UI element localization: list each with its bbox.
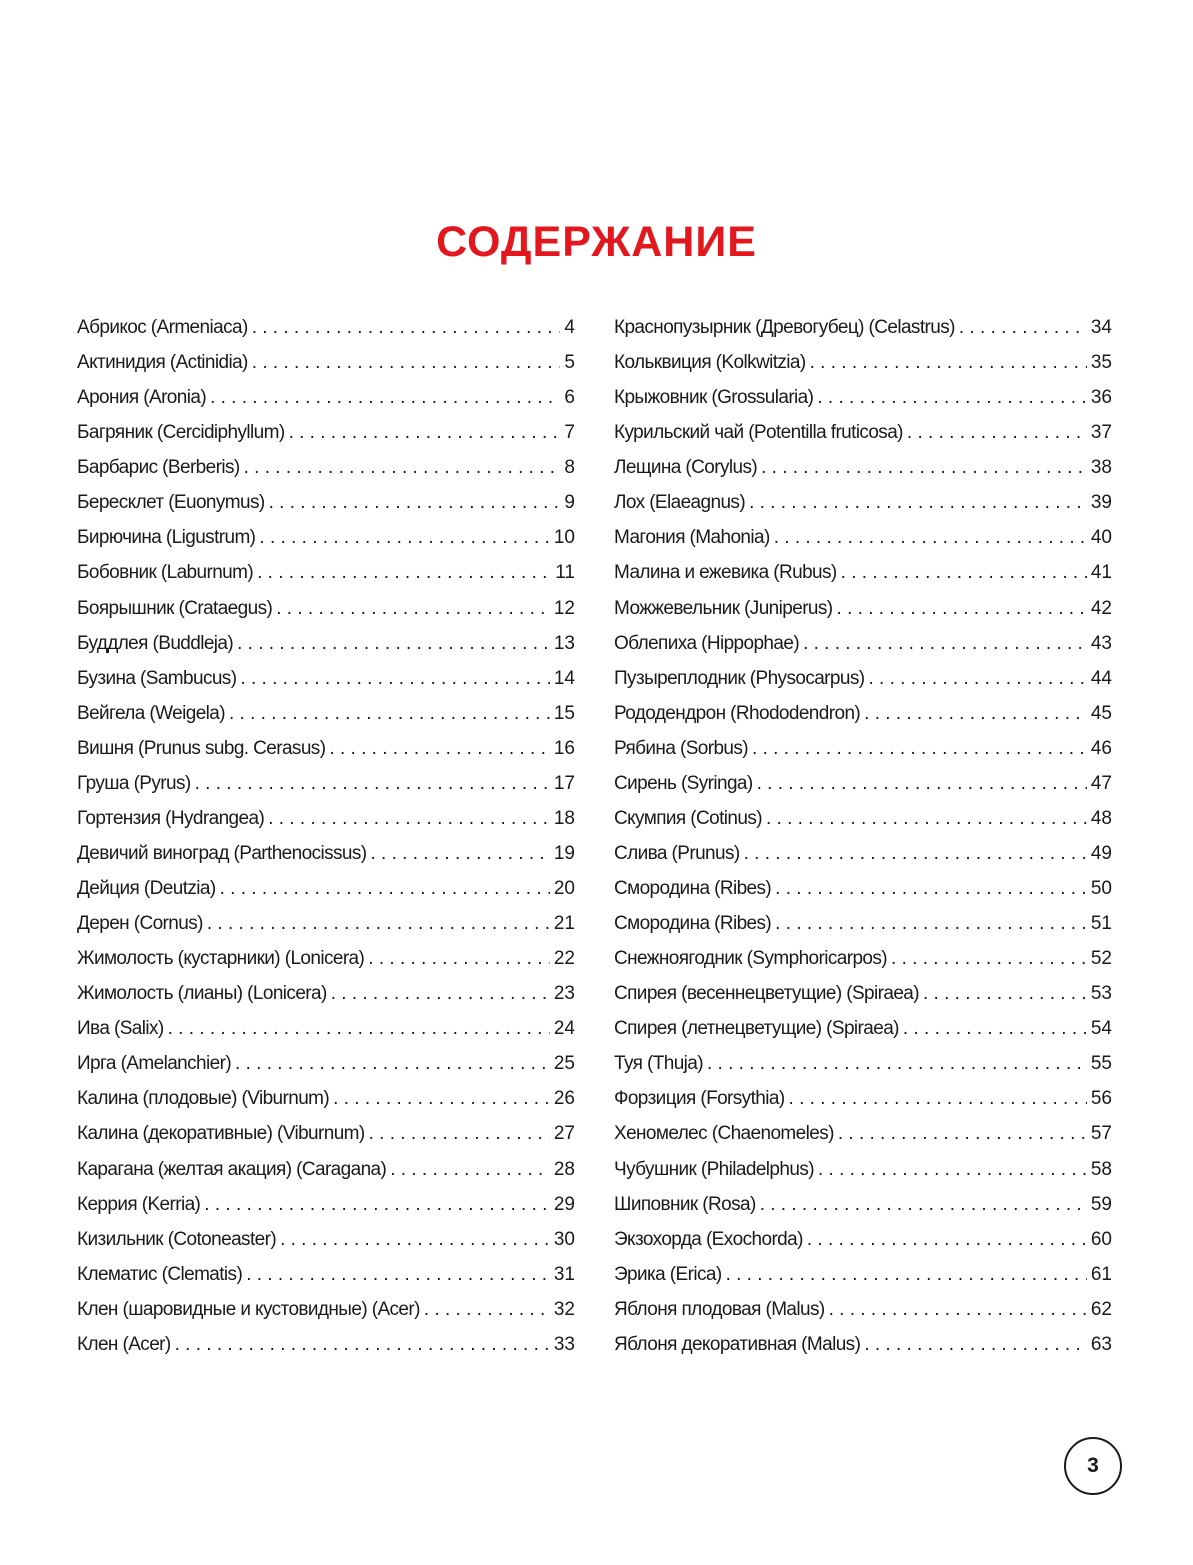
dot-leader <box>807 1229 1087 1251</box>
dot-leader <box>210 387 560 409</box>
dot-leader <box>331 983 550 1005</box>
toc-entry-page: 53 <box>1090 983 1112 1005</box>
toc-entry[interactable] <box>614 1299 1112 1334</box>
toc-entry-page: 12 <box>553 597 575 619</box>
toc-entry-title: Магония (Mahonia) <box>614 527 770 549</box>
toc-entry[interactable] <box>77 668 575 703</box>
toc-entry-title: Смородина (Ribes) <box>614 913 772 935</box>
toc-entry-title: Дерен (Cornus) <box>77 913 203 935</box>
toc-entry-page: 48 <box>1090 807 1112 829</box>
toc-entry[interactable] <box>77 1194 575 1229</box>
toc-entry-title: Карагана (желтая акация) (Caragana) <box>77 1158 387 1180</box>
toc-entry-title: Абрикос (Armeniaca) <box>77 317 248 338</box>
toc-entry[interactable] <box>614 983 1112 1018</box>
toc-entry-title: Лещина (Corylus) <box>614 457 758 479</box>
toc-entry[interactable] <box>77 562 575 597</box>
toc-entry-title: Вишня (Prunus subg. Cerasus) <box>77 737 326 759</box>
toc-entry-title: Краснопузырник (Древогубец) (Celastrus) <box>614 317 955 338</box>
toc-entry-title: Клематис (Clematis) <box>77 1263 243 1285</box>
toc-entry[interactable] <box>614 1018 1112 1053</box>
dot-leader <box>760 1194 1087 1216</box>
toc-entry-page: 5 <box>564 352 575 374</box>
toc-entry-title: Арония (Aronia) <box>77 387 207 409</box>
toc-entry-title: Гортензия (Hydrangea) <box>77 807 265 829</box>
dot-leader <box>864 703 1087 725</box>
dot-leader <box>368 948 550 970</box>
toc-entry[interactable] <box>77 527 575 562</box>
toc-entry-title: Жимолость (лианы) (Lonicera) <box>77 983 327 1005</box>
toc-entry-page: 40 <box>1090 527 1112 549</box>
toc-entry[interactable] <box>614 633 1112 668</box>
toc-entry-page: 11 <box>555 562 575 584</box>
toc-entry[interactable] <box>77 843 575 878</box>
toc-entry[interactable] <box>77 633 575 668</box>
toc-entry-title: Девичий виноград (Parthenocissus) <box>77 842 367 864</box>
toc-entry-title: Пузыреплодник (Physocarpus) <box>614 667 865 689</box>
toc-entry-title: Лох (Elaeagnus) <box>614 492 746 514</box>
toc-entry[interactable] <box>614 527 1112 562</box>
toc-entry[interactable] <box>614 948 1112 983</box>
toc-entry-title: Спирея (летнецветущие) (Spiraea) <box>614 1018 899 1040</box>
dot-leader <box>775 913 1087 935</box>
toc-entry-page: 54 <box>1090 1018 1112 1040</box>
toc-entry-page: 61 <box>1090 1263 1112 1285</box>
toc-entry-page: 23 <box>553 983 575 1005</box>
dot-leader <box>838 1123 1087 1145</box>
dot-leader <box>371 843 550 865</box>
toc-entry[interactable] <box>614 773 1112 808</box>
dot-leader <box>268 808 550 830</box>
toc-entry-page: 35 <box>1090 352 1112 374</box>
dot-leader <box>329 738 549 760</box>
toc-entry[interactable] <box>77 878 575 913</box>
toc-entry-page: 9 <box>564 492 575 514</box>
toc-entry[interactable] <box>77 387 575 422</box>
dot-leader <box>390 1159 550 1181</box>
toc-entry-title: Бобовник (Laburnum) <box>77 562 254 584</box>
dot-leader <box>235 1053 550 1075</box>
toc-entry-title: Туя (Thuja) <box>614 1053 703 1075</box>
dot-leader <box>257 562 551 584</box>
toc-entry-title: Багряник (Cercidiphyllum) <box>77 422 285 444</box>
toc-entry[interactable] <box>614 317 1112 352</box>
toc-entry-page: 59 <box>1090 1193 1112 1215</box>
dot-leader <box>175 1334 550 1356</box>
toc-entry-title: Хеномелес (Chaenomeles) <box>614 1123 834 1145</box>
toc-entry-title: Чубушник (Philadelphus) <box>614 1158 814 1180</box>
toc-entry-title: Яблоня плодовая (Malus) <box>614 1298 825 1320</box>
toc-right-column <box>614 317 1112 1369</box>
toc-entry[interactable] <box>614 492 1112 527</box>
toc-entry-page: 62 <box>1090 1298 1112 1320</box>
toc-entry-page: 4 <box>564 317 575 338</box>
toc-entry[interactable] <box>77 1334 575 1369</box>
toc-entry-page: 30 <box>553 1228 575 1250</box>
toc-entry[interactable] <box>77 948 575 983</box>
toc-entry-title: Малина и ежевика (Rubus) <box>614 562 837 584</box>
dot-leader <box>803 633 1087 655</box>
toc-entry-title: Крыжовник (Grossularia) <box>614 387 814 409</box>
toc-entry-title: Актинидия (Actinidia) <box>77 352 248 374</box>
page-number: 3 <box>1087 1454 1099 1477</box>
toc-entry-title: Слива (Prunus) <box>614 842 740 864</box>
toc-entry[interactable] <box>614 1264 1112 1299</box>
toc-entry-title: Калина (декоративные) (Viburnum) <box>77 1123 365 1145</box>
dot-leader <box>259 527 549 549</box>
toc-entry[interactable] <box>614 457 1112 492</box>
dot-leader <box>280 1229 550 1251</box>
toc-entry-page: 31 <box>553 1263 575 1285</box>
toc-entry[interactable] <box>77 1053 575 1088</box>
toc-entry-page: 24 <box>553 1018 575 1040</box>
toc-entry-title: Облепиха (Hippophae) <box>614 632 800 654</box>
toc-entry[interactable] <box>77 1264 575 1299</box>
toc-entry[interactable] <box>77 1299 575 1334</box>
dot-leader <box>864 1334 1087 1356</box>
dot-leader <box>204 1194 550 1216</box>
toc-entry-title: Дейция (Deutzia) <box>77 878 216 899</box>
toc-entry[interactable] <box>614 1159 1112 1194</box>
toc-entry[interactable] <box>77 913 575 948</box>
toc-entry-page: 37 <box>1090 422 1112 444</box>
toc-entry-page: 13 <box>553 632 575 654</box>
toc-entry-title: Барбарис (Berberis) <box>77 457 240 479</box>
dot-leader <box>269 492 561 514</box>
toc-entry-title: Можжевельник (Juniperus) <box>614 597 833 619</box>
page-number-badge <box>1064 1437 1122 1495</box>
toc-entry[interactable] <box>614 562 1112 597</box>
dot-leader <box>229 703 550 725</box>
toc-entry[interactable] <box>614 352 1112 387</box>
toc-entry-page: 41 <box>1090 562 1112 584</box>
toc-entry-title: Яблоня декоративная (Malus) <box>614 1333 861 1355</box>
toc-entry-page: 29 <box>553 1193 575 1215</box>
toc-entry[interactable] <box>77 422 575 457</box>
toc-entry-title: Экзохорда (Exochorda) <box>614 1228 803 1250</box>
dot-leader <box>789 1088 1087 1110</box>
toc-entry-page: 56 <box>1090 1088 1112 1110</box>
toc-entry-page: 45 <box>1090 702 1112 724</box>
toc-entry-page: 32 <box>553 1298 575 1320</box>
toc-entry-title: Снежноягодник (Symphoricarpos) <box>614 948 888 970</box>
toc-entry-page: 10 <box>553 527 575 549</box>
dot-leader <box>749 492 1087 514</box>
toc-entry-page: 55 <box>1090 1053 1112 1075</box>
dot-leader <box>220 878 550 900</box>
dot-leader <box>168 1018 550 1040</box>
toc-entry-page: 34 <box>1090 317 1112 338</box>
dot-leader <box>244 457 561 479</box>
toc-entry[interactable] <box>77 773 575 808</box>
page-title: СОДЕРЖАНИЕ <box>436 218 757 266</box>
dot-leader <box>903 1018 1087 1040</box>
toc-entry[interactable] <box>614 598 1112 633</box>
toc-entry-page: 28 <box>553 1158 575 1180</box>
dot-leader <box>252 317 561 339</box>
toc-entry-page: 18 <box>553 807 575 829</box>
toc-entry-page: 7 <box>564 422 575 444</box>
dot-leader <box>774 527 1087 549</box>
toc-entry-title: Спирея (весеннецветущие) (Spiraea) <box>614 983 919 1005</box>
dot-leader <box>195 773 550 795</box>
toc-entry-page: 15 <box>553 702 575 724</box>
toc-entry-title: Смородина (Ribes) <box>614 878 772 899</box>
dot-leader <box>252 352 561 374</box>
toc-entry-page: 60 <box>1090 1228 1112 1250</box>
toc-entry[interactable] <box>614 1194 1112 1229</box>
dot-leader <box>817 387 1087 409</box>
toc-entry-page: 39 <box>1090 492 1112 514</box>
toc-entry-title: Клен (Acer) <box>77 1333 171 1355</box>
dot-leader <box>766 808 1087 830</box>
dot-leader <box>841 562 1087 584</box>
dot-leader <box>726 1264 1087 1286</box>
toc-entry-title: Рододендрон (Rhododendron) <box>614 702 861 724</box>
toc-entry-page: 8 <box>564 457 575 479</box>
toc-entry-title: Бересклет (Euonymus) <box>77 492 265 514</box>
toc-left-column <box>77 317 575 1369</box>
toc-entry-title: Кизильник (Cotoneaster) <box>77 1228 277 1250</box>
toc-entry-page: 36 <box>1090 387 1112 409</box>
dot-leader <box>237 633 550 655</box>
toc-entry-title: Ива (Salix) <box>77 1018 164 1040</box>
dot-leader <box>369 1123 550 1145</box>
dot-leader <box>907 422 1087 444</box>
toc-entry-title: Форзиция (Forsythia) <box>614 1088 785 1110</box>
dot-leader <box>868 668 1086 690</box>
toc-entry[interactable] <box>614 387 1112 422</box>
toc-entry-page: 57 <box>1090 1123 1112 1145</box>
toc-entry-page: 19 <box>553 842 575 864</box>
dot-leader <box>829 1299 1087 1321</box>
toc-entry[interactable] <box>614 1088 1112 1123</box>
toc-entry-title: Клен (шаровидные и кустовидные) (Acer) <box>77 1298 420 1320</box>
toc-entry[interactable] <box>77 598 575 633</box>
toc-entry[interactable] <box>77 1123 575 1158</box>
toc-entry-title: Жимолость (кустарники) (Lonicera) <box>77 948 365 970</box>
toc-entry-page: 26 <box>553 1088 575 1110</box>
toc-entry-page: 46 <box>1090 737 1112 759</box>
toc-entry-title: Буддлея (Buddleja) <box>77 632 234 654</box>
dot-leader <box>959 317 1087 339</box>
toc-entry-page: 44 <box>1090 667 1112 689</box>
toc-entry-page: 25 <box>553 1053 575 1075</box>
toc-entry[interactable] <box>614 878 1112 913</box>
dot-leader <box>333 1088 550 1110</box>
toc-entry-title: Калина (плодовые) (Viburnum) <box>77 1088 330 1110</box>
toc-entry[interactable] <box>77 1229 575 1264</box>
toc-entry[interactable] <box>77 317 575 352</box>
dot-leader <box>818 1159 1087 1181</box>
toc-entry[interactable] <box>77 492 575 527</box>
toc-entry[interactable] <box>614 1053 1112 1088</box>
toc-entry-page: 33 <box>553 1333 575 1355</box>
toc-entry[interactable] <box>614 703 1112 738</box>
toc-entry-page: 58 <box>1090 1158 1112 1180</box>
toc-entry-title: Курильский чай (Potentilla fruticosa) <box>614 422 903 444</box>
toc-entry[interactable] <box>77 1088 575 1123</box>
toc-entry[interactable] <box>614 1123 1112 1158</box>
toc-entry-title: Сирень (Syringa) <box>614 772 753 794</box>
toc-entry[interactable] <box>614 668 1112 703</box>
dot-leader <box>752 738 1087 760</box>
toc-entry-page: 22 <box>553 948 575 970</box>
toc-entry[interactable] <box>614 808 1112 843</box>
dot-leader <box>837 598 1087 620</box>
toc-entry-page: 14 <box>553 667 575 689</box>
toc-entry[interactable] <box>77 738 575 773</box>
toc-entry[interactable] <box>614 1334 1112 1369</box>
toc-entry[interactable] <box>614 843 1112 878</box>
dot-leader <box>891 948 1087 970</box>
toc-entry-page: 52 <box>1090 948 1112 970</box>
toc-entry-title: Груша (Pyrus) <box>77 772 191 794</box>
toc-entry-page: 27 <box>553 1123 575 1145</box>
toc-entry-title: Бузина (Sambucus) <box>77 667 237 689</box>
dot-leader <box>923 983 1087 1005</box>
toc-entry-title: Эрика (Erica) <box>614 1263 722 1285</box>
toc-entry-page: 16 <box>553 737 575 759</box>
toc-entry[interactable] <box>614 913 1112 948</box>
toc-entry-page: 50 <box>1090 878 1112 899</box>
toc-entry-page: 47 <box>1090 772 1112 794</box>
toc-entry-page: 38 <box>1090 457 1112 479</box>
toc-entry-page: 6 <box>564 387 575 409</box>
toc-entry-title: Боярышник (Crataegus) <box>77 597 273 619</box>
toc-entry-title: Рябина (Sorbus) <box>614 737 749 759</box>
dot-leader <box>707 1053 1087 1075</box>
dot-leader <box>810 352 1087 374</box>
toc-entry[interactable] <box>614 1229 1112 1264</box>
dot-leader <box>761 457 1087 479</box>
dot-leader <box>240 668 549 690</box>
toc-entry-title: Вейгела (Weigela) <box>77 702 225 724</box>
toc-entry-title: Шиповник (Rosa) <box>614 1193 756 1215</box>
toc-entry-page: 20 <box>553 878 575 899</box>
toc-entry[interactable] <box>77 808 575 843</box>
toc-entry-title: Скумпия (Cotinus) <box>614 807 762 829</box>
toc-entry[interactable] <box>614 738 1112 773</box>
dot-leader <box>744 843 1087 865</box>
toc-entry-title: Керрия (Kerria) <box>77 1193 201 1215</box>
dot-leader <box>207 913 550 935</box>
toc-entry[interactable] <box>77 1018 575 1053</box>
toc-entry-page: 49 <box>1090 842 1112 864</box>
toc-entry[interactable] <box>77 1159 575 1194</box>
toc-entry[interactable] <box>77 352 575 387</box>
dot-leader <box>757 773 1087 795</box>
toc-entry-page: 43 <box>1090 632 1112 654</box>
toc-entry-title: Бирючина (Ligustrum) <box>77 527 256 549</box>
toc-entry-page: 42 <box>1090 597 1112 619</box>
toc-entry[interactable] <box>614 422 1112 457</box>
toc-entry-page: 63 <box>1090 1333 1112 1355</box>
dot-leader <box>424 1299 550 1321</box>
dot-leader <box>289 422 561 444</box>
toc-entry[interactable] <box>77 983 575 1018</box>
toc-entry-page: 51 <box>1090 913 1112 935</box>
toc-entry-page: 17 <box>553 772 575 794</box>
toc-entry-page: 21 <box>553 913 575 935</box>
toc-entry[interactable] <box>77 457 575 492</box>
dot-leader <box>246 1264 550 1286</box>
toc-entry[interactable] <box>77 703 575 738</box>
toc-entry-title: Кольквиция (Kolkwitzia) <box>614 352 806 374</box>
dot-leader <box>775 878 1087 900</box>
toc-entry-title: Ирга (Amelanchier) <box>77 1053 232 1075</box>
dot-leader <box>276 598 550 620</box>
